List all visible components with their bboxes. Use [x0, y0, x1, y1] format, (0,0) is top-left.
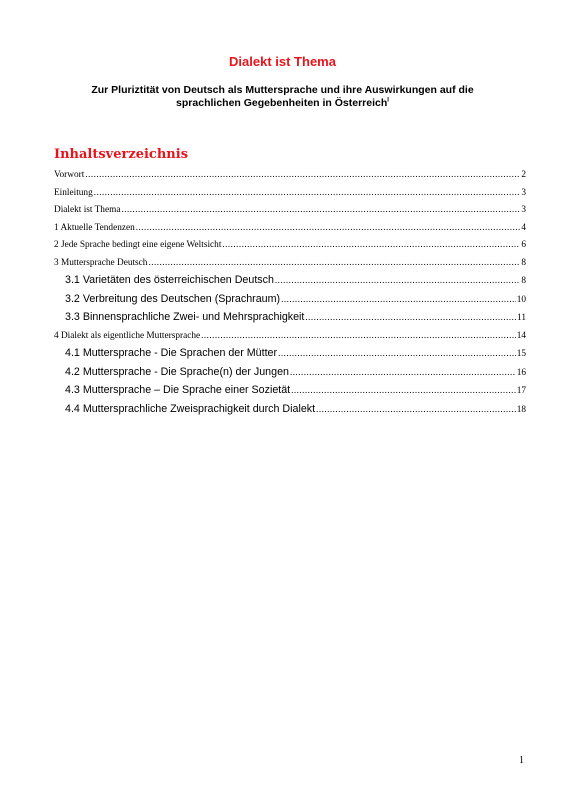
toc-entry-page: 11	[517, 313, 526, 323]
dot-leader	[291, 381, 516, 400]
dot-leader	[85, 166, 520, 184]
toc-entry-title: 1 Aktuelle Tendenzen	[54, 222, 135, 233]
toc-entry-title: 3.2 Verbreitung des Deutschen (Sprachraum)	[65, 292, 281, 305]
subtitle-footnote-marker: I	[387, 97, 389, 104]
toc-entry-title: 3 Muttersprache Deutsch	[54, 257, 148, 268]
dot-leader	[148, 254, 520, 272]
toc-entry-page: 6	[521, 240, 526, 250]
toc-entry-page: 18	[516, 404, 526, 415]
toc-entry-page: 14	[516, 330, 526, 341]
dot-leader	[136, 219, 521, 237]
toc-entry-4[interactable]	[54, 327, 526, 345]
toc-entry-title: 4.3 Muttersprache – Die Sprache einer Sozietät	[65, 384, 291, 396]
toc-entry-4-4[interactable]	[54, 400, 526, 419]
toc-entry-3[interactable]	[54, 254, 526, 272]
toc-entry-title: 3.1 Varietäten des österreichischen Deutsch	[65, 274, 274, 286]
toc-entry-title: 4 Dialekt als eigentliche Muttersprache	[54, 330, 201, 341]
toc-entry-title: 4.2 Muttersprache - Die Sprache(n) der Jungen	[65, 365, 289, 378]
toc-entry-dialekt-ist-thema[interactable]	[54, 201, 526, 219]
toc-entry-page: 8	[521, 257, 526, 268]
page-number: 1	[519, 755, 524, 766]
toc-entry-title: 4.1 Muttersprache - Die Sprachen der Mütter	[65, 347, 278, 359]
toc-entry-title: Vorwort	[54, 170, 85, 180]
toc-entry-title: 4.4 Muttersprachliche Zweisprachigkeit durch Dialekt	[65, 402, 316, 415]
dot-leader	[201, 327, 516, 345]
toc-entry-4-2[interactable]	[54, 363, 526, 382]
toc-entry-title: 3.3 Binnensprachliche Zwei- und Mehrsprachigkeit	[65, 311, 305, 323]
toc-entry-title: Einleitung	[54, 187, 93, 198]
toc-entry-2[interactable]	[54, 236, 526, 254]
dot-leader	[316, 400, 516, 419]
dot-leader	[278, 344, 516, 363]
toc-heading: Inhaltsverzeichnis	[54, 147, 189, 162]
toc-entry-3-2[interactable]	[54, 290, 526, 309]
table-of-contents	[54, 166, 526, 418]
dot-leader	[290, 363, 516, 382]
toc-entry-page: 4	[521, 222, 526, 233]
toc-entry-page: 16	[516, 367, 526, 378]
toc-entry-einleitung[interactable]	[54, 184, 526, 202]
subtitle-text: Zur Pluriztität von Deutsch als Muttersprache und ihre Auswirkungen auf die sprachlichen Gegebenheiten in Österreich	[91, 84, 474, 109]
dot-leader	[121, 201, 520, 219]
toc-entry-page: 2	[521, 170, 526, 180]
dot-leader	[281, 290, 516, 309]
dot-leader	[94, 184, 521, 202]
toc-entry-3-1[interactable]	[54, 271, 526, 290]
toc-entry-page: 17	[516, 386, 526, 396]
toc-entry-page: 3	[521, 205, 526, 215]
toc-entry-page: 8	[521, 276, 526, 286]
dot-leader	[275, 271, 520, 290]
toc-entry-title: 2 Jede Sprache bedingt eine eigene Weltsicht	[54, 240, 222, 250]
toc-entry-3-3[interactable]	[54, 308, 526, 327]
dot-leader	[305, 308, 516, 327]
toc-entry-1[interactable]	[54, 219, 526, 237]
dot-leader	[222, 236, 520, 254]
toc-entry-title: Dialekt ist Thema	[54, 205, 121, 215]
toc-entry-page: 15	[516, 349, 526, 359]
toc-entry-page: 10	[516, 294, 526, 305]
toc-entry-page: 3	[521, 187, 526, 198]
toc-entry-vorwort[interactable]	[54, 166, 526, 184]
toc-entry-4-3[interactable]	[54, 381, 526, 400]
document-title: Dialekt ist Thema	[229, 54, 336, 69]
document-subtitle	[70, 84, 495, 110]
toc-entry-4-1[interactable]	[54, 344, 526, 363]
